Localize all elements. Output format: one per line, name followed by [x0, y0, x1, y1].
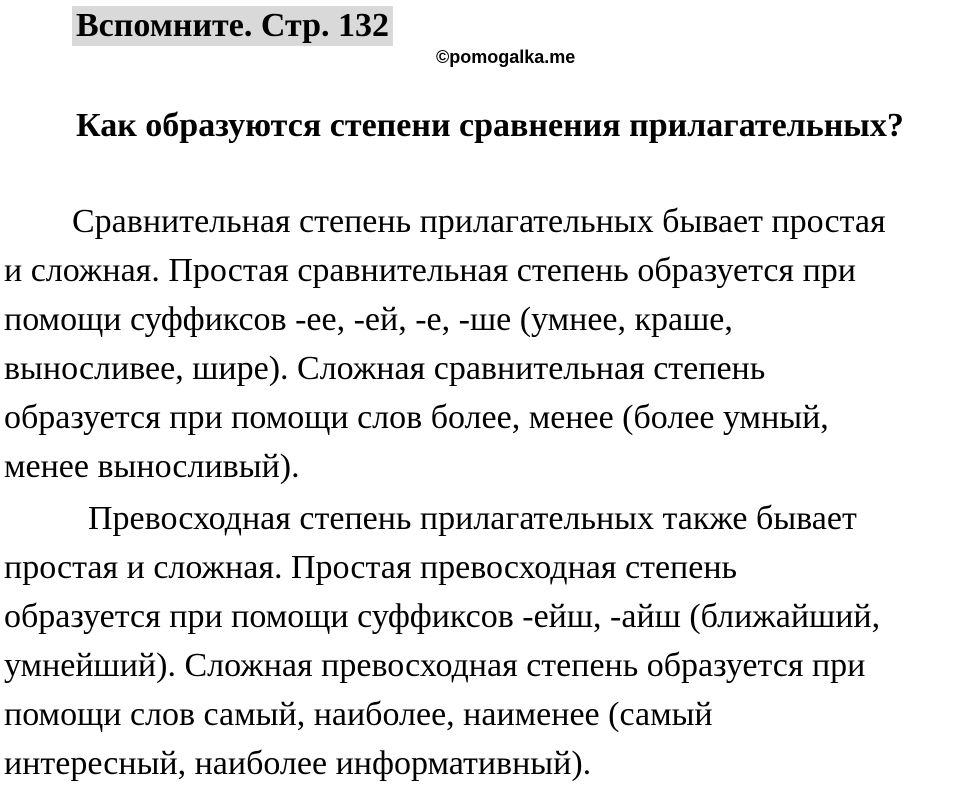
text-line: образуется при помощи суффиксов -ейш, -айш (ближайший, — [4, 598, 881, 635]
text-line: Сравнительная степень прилагательных бывает простая — [72, 203, 886, 240]
text-line: помощи слов самый, наиболее, наименее (самый — [4, 696, 713, 733]
paragraph-superlative — [4, 494, 958, 788]
text-line: и сложная. Простая сравнительная степень образуется при — [4, 252, 856, 289]
text-line: умнейший). Сложная превосходная степень образуется при — [4, 647, 866, 684]
paragraph-comparative — [4, 197, 958, 491]
watermark-text: ©pomogalka.me — [436, 47, 576, 67]
text-line: образуется при помощи слов более, менее (более умный, — [4, 399, 829, 436]
text-line: простая и сложная. Простая превосходная степень — [4, 549, 738, 586]
page-heading: Вспомните. Стр. 132 — [72, 6, 393, 46]
text-line: помощи суффиксов -ее, -ей, -е, -ше (умнее, краше, — [4, 301, 733, 338]
text-line: интересный, наиболее информативный). — [4, 745, 592, 782]
text-line: Превосходная степень прилагательных также бывает — [88, 500, 857, 537]
text-line: выносливее, шире). Сложная сравнительная степень — [4, 350, 766, 387]
question-text: Как образуются степени сравнения прилагательных? — [76, 107, 904, 144]
text-line: менее выносливый). — [4, 448, 300, 485]
